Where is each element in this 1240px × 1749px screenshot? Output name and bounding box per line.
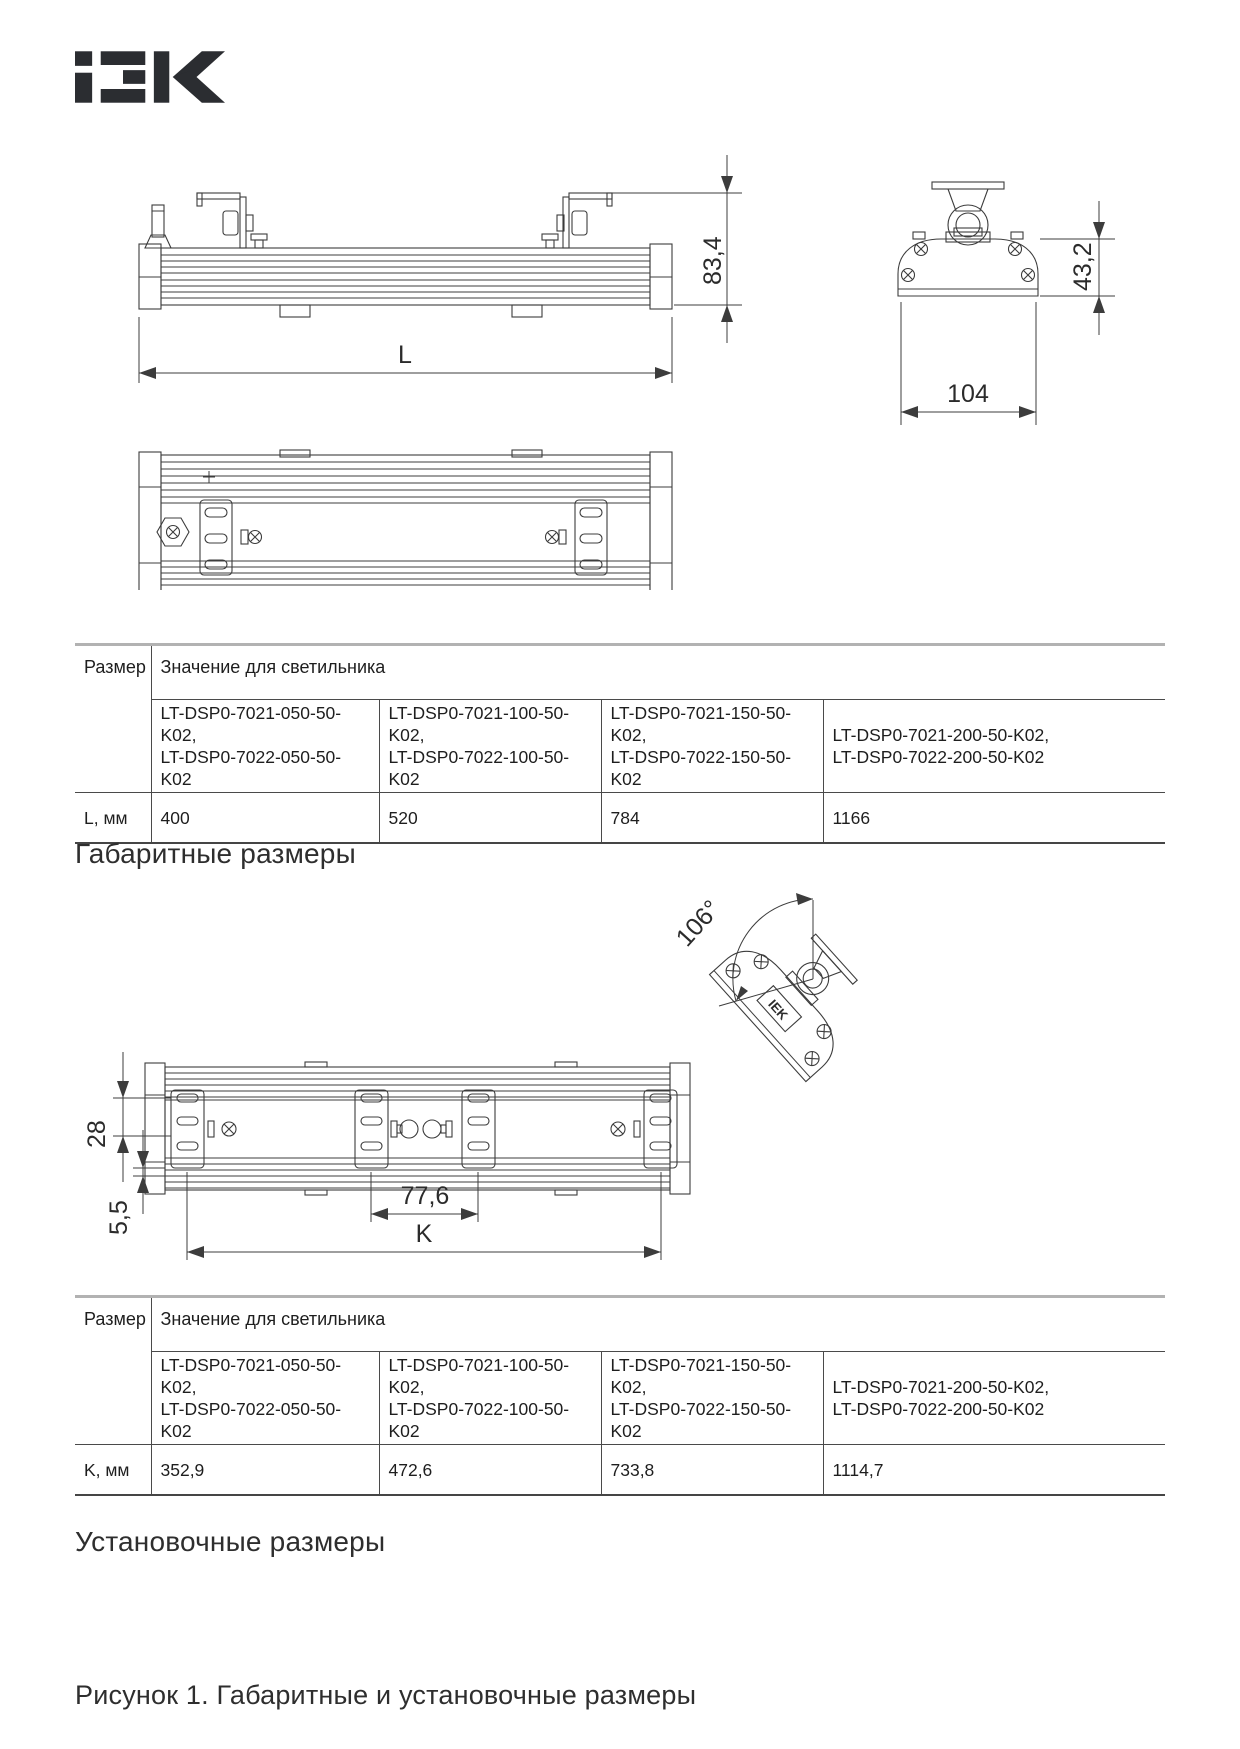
model-name: LT-DSP0-7021-100-50-K02,	[388, 1355, 570, 1397]
dim-label-28: 28	[83, 1120, 111, 1148]
tilt-detail-view	[671, 893, 885, 1082]
mounting-dimensions-table	[75, 1295, 1165, 1496]
hex-nut	[157, 518, 189, 546]
figure-caption: Рисунок 1. Габаритные и установочные размеры	[75, 1680, 697, 1710]
mounting-bracket	[197, 193, 267, 248]
dim-label-106: 106°	[670, 894, 727, 953]
bracket-plate	[575, 500, 607, 575]
mounting-bracket	[542, 193, 612, 248]
value-cell: 520	[379, 793, 601, 844]
bottom-view	[139, 450, 672, 590]
install-view	[145, 1062, 690, 1195]
dim-label-L: L	[398, 341, 412, 369]
model-name: LT-DSP0-7021-050-50-K02,	[160, 703, 342, 745]
bracket-plate	[200, 500, 232, 575]
table-header-row	[75, 645, 1165, 700]
model-name: LT-DSP0-7021-200-50-K02,	[832, 1377, 1050, 1397]
bracket-plate	[355, 1090, 388, 1168]
dim-label-104: 104	[947, 380, 989, 408]
dim-width-104	[901, 302, 1036, 425]
end-view	[898, 182, 1038, 296]
model-name: LT-DSP0-7022-100-50-K02	[388, 747, 570, 789]
table-value-row	[75, 1445, 1165, 1496]
dim-slot-size-5-5	[105, 1130, 165, 1235]
value-header-cell: Значение для светильника	[151, 1297, 1165, 1352]
dim-label-K: K	[415, 1220, 433, 1248]
model-header-cell	[151, 700, 379, 793]
table-header-row	[75, 1297, 1165, 1352]
model-name: LT-DSP0-7021-050-50-K02,	[160, 1355, 342, 1397]
model-header-cell	[379, 1352, 601, 1445]
overall-dimensions-drawing	[75, 125, 1165, 590]
dim-tilt-angle-106	[671, 893, 813, 1006]
model-header-cell	[601, 700, 823, 793]
dim-label-77-6: 77,6	[400, 1182, 450, 1210]
model-name: LT-DSP0-7021-150-50-K02,	[610, 1355, 792, 1397]
side-view	[139, 193, 672, 317]
mounting-dimensions-heading: Установочные размеры	[75, 1526, 386, 1557]
dim-length-L	[139, 317, 672, 383]
model-header-cell	[601, 1352, 823, 1445]
model-header-cell	[823, 1352, 1165, 1445]
dim-height-83-4	[612, 155, 742, 343]
model-name: LT-DSP0-7022-200-50-K02	[832, 747, 1045, 767]
model-name: LT-DSP0-7021-200-50-K02,	[832, 725, 1050, 745]
row-label-cell: L, мм	[84, 807, 128, 828]
dim-height-43-2	[1040, 201, 1115, 335]
corner-header-cell: Размер	[75, 1297, 151, 1445]
model-name: LT-DSP0-7021-100-50-K02,	[388, 703, 570, 745]
dim-bracket-spacing-77-6	[371, 1172, 478, 1222]
model-name: LT-DSP0-7022-100-50-K02	[388, 1399, 570, 1441]
value-cell: 1166	[823, 793, 1165, 844]
table-model-header-row	[75, 700, 1165, 793]
value-cell: 472,6	[379, 1445, 601, 1496]
value-cell: 733,8	[601, 1445, 823, 1496]
model-header-cell	[151, 1352, 379, 1445]
overall-dimensions-table	[75, 643, 1165, 844]
model-header-cell	[823, 700, 1165, 793]
model-name: LT-DSP0-7022-050-50-K02	[160, 747, 342, 789]
corner-header-cell: Размер	[75, 645, 151, 793]
housing-logo-text: IEK	[765, 996, 791, 1023]
model-header-cell	[379, 700, 601, 793]
bracket-plate	[171, 1090, 204, 1168]
model-name: LT-DSP0-7022-200-50-K02	[832, 1399, 1045, 1419]
value-cell: 784	[601, 793, 823, 844]
model-name: LT-DSP0-7021-150-50-K02,	[610, 703, 792, 745]
mounting-dimensions-drawing	[75, 890, 1165, 1280]
value-cell: 1114,7	[823, 1445, 1165, 1496]
model-name: LT-DSP0-7022-150-50-K02	[610, 747, 792, 789]
value-cell: 352,9	[151, 1445, 379, 1496]
dim-label-83-4: 83,4	[699, 236, 727, 285]
iek-logo	[75, 46, 225, 108]
model-name: LT-DSP0-7022-050-50-K02	[160, 1399, 342, 1441]
bracket-plate	[644, 1090, 677, 1168]
table-model-header-row	[75, 1352, 1165, 1445]
dim-label-43-2: 43,2	[1069, 242, 1097, 291]
overall-dimensions-heading: Габаритные размеры	[75, 838, 356, 869]
value-cell: 400	[151, 793, 379, 844]
row-label-cell: K, мм	[84, 1459, 130, 1480]
dim-label-5-5: 5,5	[105, 1200, 133, 1235]
value-header-cell: Значение для светильника	[151, 645, 1165, 700]
eye-hook	[913, 182, 1023, 245]
table-value-row	[75, 793, 1165, 844]
bracket-plate	[462, 1090, 495, 1168]
model-name: LT-DSP0-7022-150-50-K02	[610, 1399, 792, 1441]
